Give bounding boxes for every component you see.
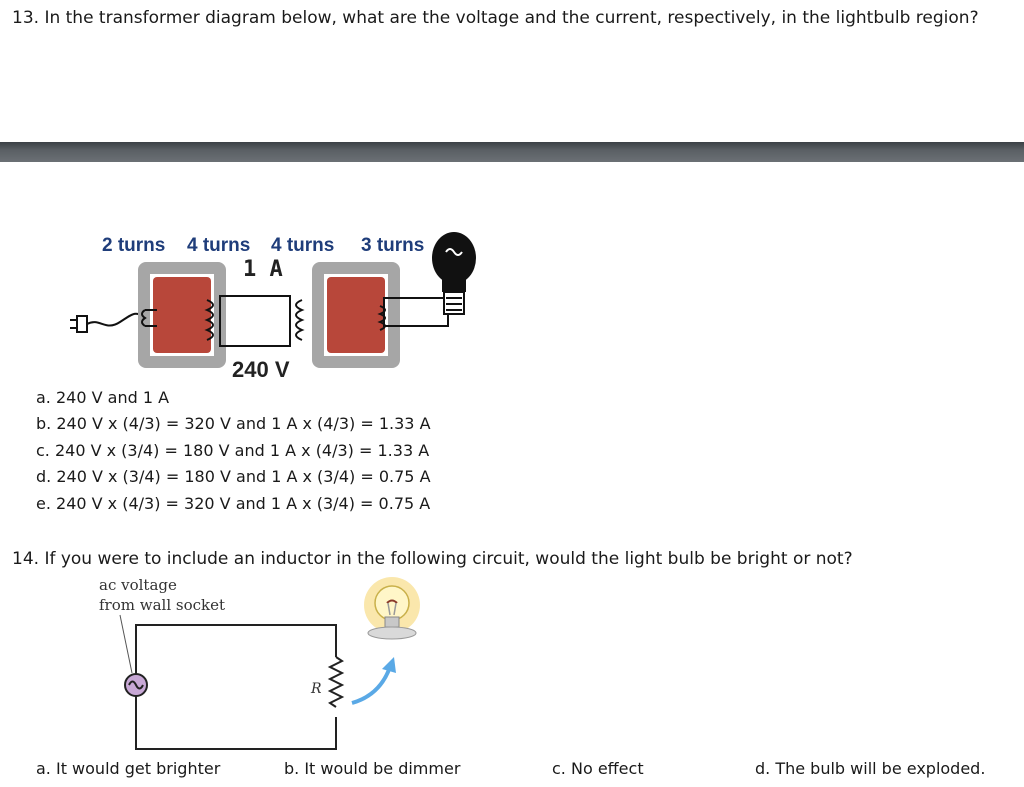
source-label-line1: ac voltage [99, 576, 177, 594]
turns-label-4: 3 turns [361, 235, 425, 256]
q13-option-b[interactable]: b. 240 V x (4/3) = 320 V and 1 A x (4/3) = 1.33 A [36, 414, 431, 433]
glowing-bulb-icon [364, 577, 420, 639]
q14-option-a[interactable]: a. It would get brighter [36, 759, 221, 778]
resistor-label: R [311, 681, 322, 697]
q14-option-b[interactable]: b. It would be dimmer [284, 759, 461, 778]
voltage-label: 240 V [232, 357, 290, 382]
transformer-1 [138, 262, 226, 368]
transformer-diagram [50, 222, 500, 397]
turns-label-3: 4 turns [271, 235, 335, 256]
question-14-text: 14. If you were to include an inductor in the following circuit, would the light bulb be bright or not? [12, 549, 853, 569]
q13-option-a[interactable]: a. 240 V and 1 A [36, 388, 170, 407]
lightbulb-icon [432, 232, 476, 314]
circuit-loop [136, 625, 336, 749]
plug-icon [70, 314, 145, 332]
current-label: 1 A [243, 257, 283, 282]
q14-option-d[interactable]: d. The bulb will be exploded. [755, 759, 986, 778]
middle-loop [220, 296, 290, 346]
q13-option-e[interactable]: e. 240 V x (4/3) = 320 V and 1 A x (3/4) = 0.75 A [36, 494, 431, 513]
source-label-line2: from wall socket [99, 596, 226, 614]
ac-circuit-diagram [90, 575, 450, 755]
q13-option-c[interactable]: c. 240 V x (3/4) = 180 V and 1 A x (4/3) = 1.33 A [36, 441, 430, 460]
turns-label-2: 4 turns [187, 235, 251, 256]
ac-source-icon [125, 674, 147, 696]
q13-option-d[interactable]: d. 240 V x (3/4) = 180 V and 1 A x (3/4) = 0.75 A [36, 467, 431, 486]
q14-option-c[interactable]: c. No effect [552, 759, 644, 778]
turns-label-1: 2 turns [102, 235, 166, 256]
arrow-icon [352, 667, 390, 703]
question-13-text: 13. In the transformer diagram below, what are the voltage and the current, respectively, in the lightbulb region? [12, 8, 979, 28]
section-divider [0, 142, 1024, 162]
